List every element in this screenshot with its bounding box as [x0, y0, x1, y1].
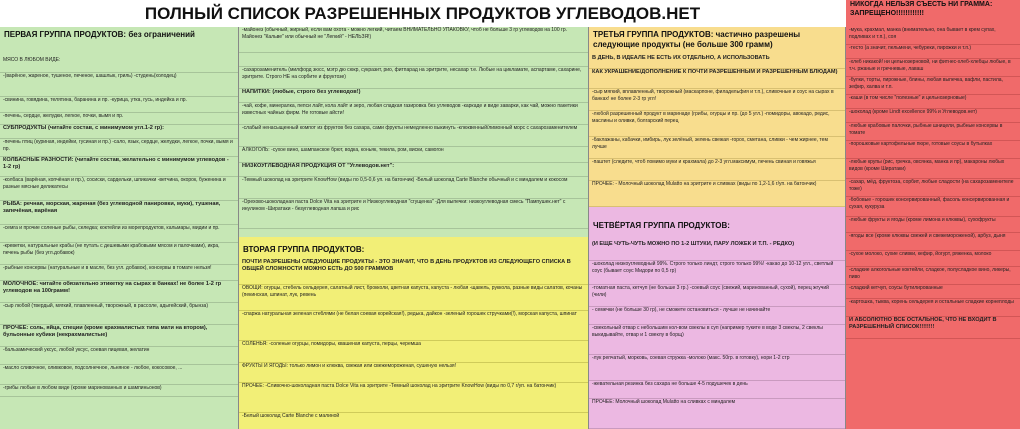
column-second — [239, 27, 589, 429]
list-item: СОЛЕНЬЯ: -соленые огурцы, помидоры, квашеная капуста, перцы, черемша — [239, 341, 588, 363]
list-item: ОВОЩИ: огурцы, стебель сельдерея, салатный лист, брокколи, цветная капуста, капуста - любая -щавель, руккола, разные виды салатов, кочаны (пекинская, шпинат, лук, ревень — [239, 285, 588, 311]
first-group-list — [0, 57, 238, 397]
third-group-list — [589, 55, 845, 207]
list-item: -сухое молоко, сухие сливки, кефир, йогурт, ряженка, молоко — [846, 251, 1020, 267]
list-item: -сладкий кетчуп, соусы бутилированные — [846, 285, 1020, 299]
list-item: -порошковые картофельные пюре, готовые соусы в бутылках — [846, 141, 1020, 159]
list-item: ПОЧТИ РАЗРЕШЕНЫ СЛЕДУЮЩИЕ ПРОДУКТЫ - ЭТО ЗНАЧИТ, ЧТО В ДЕНЬ ПРОДУКТОВ ИЗ СЛЕДУЮЩЕГО СПИСКА В ОБЩЕЙ СЛОЖНОСТИ МОЖНО ЕСТЬ ДО 500 ГРАММОВ — [239, 259, 588, 285]
list-item: ФРУКТЫ И ЯГОДЫ: только лимон и клюква, свежая или свежемороженая, сушеную нельзя! — [239, 363, 588, 383]
list-item: -булки, торты, пирожные, блины, любая выпечка, вафли, пастила, зефир, халва и т.п. — [846, 77, 1020, 95]
list-item: -грибы любые в любом виде (кроме маринованных и шампиньонов) — [0, 385, 238, 397]
list-item: -хлеб никакой! ни цельнозерновой, ни фитнес-хлеб-хлебцы любые, в т.ч. ржаные и гречневые, лаваш — [846, 59, 1020, 77]
list-item: -бобовые - горошек консервированный, фасоль консервированная и сухая, кукуруза — [846, 197, 1020, 217]
list-item: -мука, крахмал, манка (внимательно, она бывает в крем супах, подливах и т.п.), соя — [846, 27, 1020, 45]
list-item: ПРОЧЕЕ: - Молочный шоколад Mulatto на эритрите и сливках (виды по 1,2-1,6 г/уп. на батончик) — [589, 181, 845, 207]
list-item: -шоколад низкоуглеводный 99%. Строго только линдт, строго только 99%! -какао до 10-12 угл., светлый соус (бывает соус Мидори по 0,5 гр) — [589, 261, 845, 285]
list-item: -каши (в том числе "полезные" и цельнозерновые) — [846, 95, 1020, 109]
list-item: -масло сливочное, оливковое, подсолнечное, льняное - любое, кокосовое, ... — [0, 365, 238, 385]
list-item: -креветки, натуральные крабы (не путать с дешевыми крабовыми мясом и палочками), икра, печень рыбы (без угл.добавок) — [0, 243, 238, 265]
second-top-block — [239, 27, 588, 237]
list-item: (И ЕЩЕ ЧУТЬ-ЧУТЬ МОЖНО ПО 1-2 ШТУКИ, ПАРУ ЛОЖЕК И Т.П. - РЕДКО) — [589, 241, 845, 261]
column-forbidden — [846, 0, 1020, 429]
second-group-header: ВТОРАЯ ГРУППА ПРОДУКТОВ: — [243, 245, 365, 254]
list-item: -жевательная резинка без сахара не больше 4-5 подушечек в день — [589, 381, 845, 399]
list-item: -слабый ненасыщенный компот из фруктов без сахара, сами фрукты немедленно выкинуть -клюквенный/лимонный морс с сахарозаменителем — [239, 125, 588, 147]
list-item: -любые фрукты и ягоды (кроме лимона и клюквы), сухофрукты — [846, 217, 1020, 233]
list-item: -майонез (обычный, жирный, если вам охота - можно легкий, читаем ВНИМАТЕЛЬНО УПАКОВКУ, чтоб не больше 3 гр углеводов на 100 гр. Майонез "Кальве" или обычный не "Легкий" - НЕЛЬЗЯ!) — [239, 27, 588, 53]
list-item: КОЛБАСНЫЕ РАЗНОСТИ: (читайте состав, желательно с минимумом углеводов - 1-2 гр) — [0, 157, 238, 177]
column-third — [589, 27, 846, 429]
list-item: МЯСО В ЛЮБОМ ВИДЕ: — [0, 57, 238, 73]
list-item: -картошка, тыква, корень сельдерея и остальные сладкие корнеплоды — [846, 299, 1020, 317]
list-item: -лук репчатый, морковь, соевая стружка -молоко (макс. 50гр. в готовку), нори 1-2 стр — [589, 355, 845, 381]
list-item: -любые крабовые палочки, рыбные шницели, рыбные консервы в томате — [846, 123, 1020, 141]
second-group-block — [239, 237, 588, 429]
list-item: -свинина, говядина, телятина, баранина и пр. -курица, утка, гусь, индейка и пр. — [0, 97, 238, 113]
list-item: -тесто (а значит, пельмени, чебуреки, пирожки и т.п.) — [846, 45, 1020, 59]
list-item: -Темный шоколад на эритрите KnowHow (виды по 0,5-0,6 уп. на батончик) -Белый шоколад Carte Blanche обычный и с миндалем и кокосом — [239, 177, 588, 199]
list-item: -колбаса (варёная, копчёная и пр.), сосиски, сардельки, шпикачки -ветчина, окорок, буженина и разные мясные деликатесы — [0, 177, 238, 201]
list-item: РЫБА: речная, морская, жареная (без углеводной панировки, муки), тушеная, запечёная, варёная — [0, 201, 238, 225]
list-item: -спаржа натуральная зеленая стеблями (не белая соевая корейская!), редька, дайкон -зеленый горошек стручками(!), морская капуста, шпинат — [239, 311, 588, 341]
third-group-block — [589, 27, 845, 207]
list-item: -ягоды все (кроме клюквы свежей и свежемороженой), арбуз, дыня — [846, 233, 1020, 251]
list-item: -сыр мягкий, вплавленный, творожный (маскарпоне, филадельфия и т.п.), сливочные и соус на сырах в банках! не более 2-3 гр угл! — [589, 89, 845, 111]
list-item: -сыр любой (твердый, мягкий, плавленный, творожный, в рассоле, адыгейский, брынза) — [0, 303, 238, 325]
list-item: АЛКОГОЛЬ: -сухое вино, шампанское брют, водка, коньяк, текила, ром, виски, самогон — [239, 147, 588, 163]
list-item: -любые крупы (рис, гречка, овсянка, манка и пр), макароны любых видов (кроме Ширатаки) — [846, 159, 1020, 179]
list-item: -паштет (следите, чтоб помимо муки и крахмала) до 2-3 угл.максимум, печень свиная и говяжья — [589, 159, 845, 181]
list-item: -свекольный отвар с небольшим кол-вом свеклы в суп (например туките в воде 3 свеклы, 2 свеклы выкидывайте, отвар и 1 свеклу в борщ) — [589, 325, 845, 355]
third-group-header: ТРЕТЬЯ ГРУППА ПРОДУКТОВ: частично разрешены следующие продукты (не больше 300 грамм) — [593, 30, 801, 49]
list-item: КАК УКРАШЕНИЕ/ДОПОЛНЕНИЕ К ПОЧТИ РАЗРЕШЕННЫМ И РАЗРЕШЕННЫМ БЛЮДАМ) — [589, 69, 845, 89]
list-item: -сахарозаменитель (милфорд зюсс, мэтр дю сюкр, сукразит, рио, фитпарад на эритрите, несахар т.е. Любые на цикламате, аспартаме, сахарине, эритрите. Строго НЕ на сорбите и фруктозе) — [239, 67, 588, 89]
list-item: -печень птиц (куриная, индейки, гусиная и пр.) -сало, язык, сердце, желудки, легкое, почки, вымя и пр. — [0, 139, 238, 157]
first-group-header: ПЕРВАЯ ГРУППА ПРОДУКТОВ: без ограничений — [4, 30, 195, 39]
list-item: - семечки (не больше 30 гр), не сможете остановиться - лучше не начинайте — [589, 307, 845, 325]
list-item: -семга и прочие соленые рыбы, селедка; коктейли из морепродуктов, кальмары, мидии и пр. — [0, 225, 238, 243]
list-item: НАПИТКИ: (любые, строго без углеводов!) — [239, 89, 588, 103]
list-item: -(варёное, жареное, тушеное, печеное, шашлык, гриль) -студень(холодец) — [0, 73, 238, 97]
list-item: -сладкие алкогольные коктейли, сладкое, полусладкое вино, ликеры, пиво — [846, 267, 1020, 285]
forbidden-header: НИКОГДА НЕЛЬЗЯ СЪЕСТЬ НИ ГРАММА: ЗАПРЕЩЕНО!!!!!!!!!!!! — [850, 1, 993, 17]
list-item: -любой разрешенный продукт в маринаде (грибы, огурцы и пр. (до 5 угл.) -помидоры, авокадо, редис, маслины и оливки, болгарский перец — [589, 111, 845, 137]
list-item: СУБПРОДУКТЫ (читайте состав, с минимумом угл.1-2 гр): — [0, 125, 238, 139]
fourth-group-block — [589, 207, 845, 429]
list-item — [239, 53, 588, 67]
list-item: -чай, кофе, минералка, пепси лайт, кола лайт и зеро, любая сладкая газировка без углеводов -каркаде и виде заварки, как чай, можно пакетики известных чайных фирм. Не готовые айсти! — [239, 103, 588, 125]
page-title: ПОЛНЫЙ СПИСОК РАЗРЕШЕННЫХ ПРОДУКТОВ УГЛЕВОДОВ.НЕТ — [0, 0, 845, 28]
column-first-group — [0, 27, 239, 429]
list-item: -рыбные консервы (натуральные и в масле, без угл. добавок), консервы в томате нельзя! — [0, 265, 238, 281]
list-item: В ДЕНЬ, В ИДЕАЛЕ НЕ ЕСТЬ ИХ ОТДЕЛЬНО, А ИСПОЛЬЗОВАТЬ — [589, 55, 845, 69]
list-item: МОЛОЧНОЕ: читайте обязательно этикетку на сырах в банках! не более 1-2 гр углеводов на 100грамм! — [0, 281, 238, 303]
list-item: ПРОЧЕЕ: соль, яйца, специи (кроме крахмалистых типа мати на втором), бульонные кубики (некрахмалистые) — [0, 325, 238, 347]
list-item: ПРОЧЕЕ: Молочный шоколад Mulatto на сливках с миндалем — [589, 399, 845, 429]
list-item: -бальзамический уксус, любой уксус, соевая пицевая, желатин — [0, 347, 238, 365]
second-top-list — [239, 27, 588, 229]
list-item: -Белый шоколад Carte Blanche с малиной — [239, 413, 588, 429]
list-item: -баклажаны, кабачки, имбирь, лук зелёный, зелень свежая -горох, сметана, сливки - чем жирнее, тем лучше — [589, 137, 845, 159]
second-group-list — [239, 259, 588, 429]
list-item: -шоколад (кроме Lindt excellence 99% и Углеводов.нет) — [846, 109, 1020, 123]
list-item: -томатная паста, кетчуп (не больше 3 гр.) -соевый соус (свежий, маринованный, сухой), перец жгучий (чили) — [589, 285, 845, 307]
list-item: -сахар, мёд, фруктоза, сорбит, любые сладости (на сахарозаменителе тоже) — [846, 179, 1020, 197]
forbidden-list — [846, 27, 1020, 339]
fourth-group-list — [589, 241, 845, 429]
fourth-group-header: ЧЕТВЁРТАЯ ГРУППА ПРОДУКТОВ: — [593, 221, 730, 230]
list-item: И АБСОЛЮТНО ВСЁ ОСТАЛЬНОЕ, ЧТО НЕ ВХОДИТ В РАЗРЕШЕННЫЙ СПИСОК!!!!!!!! — [846, 317, 1020, 339]
list-item: ПРОЧЕЕ: -Сливочно-шоколадная паста Dolce Vita на эритрите -Темный шоколад на эритрите KnowHow (виды по 0,7 г/уп. на батончик) — [239, 383, 588, 413]
list-item: -печень, сердце, желудки, легкое, почки, вымя и пр. — [0, 113, 238, 125]
list-item: НИЗКОУГЛЕВОДНАЯ ПРОДУКЦИЯ ОТ "Углеводов.нет": — [239, 163, 588, 177]
list-item: -Орехово-шоколадная паста Dolce Vita на эритрите и Низкоуглеводная "сгущенка" -Для выпечки: низкоуглеводная смесь "Пампушек.нет" с инулином -Ширатаки - безуглеводная лапша и рис — [239, 199, 588, 229]
